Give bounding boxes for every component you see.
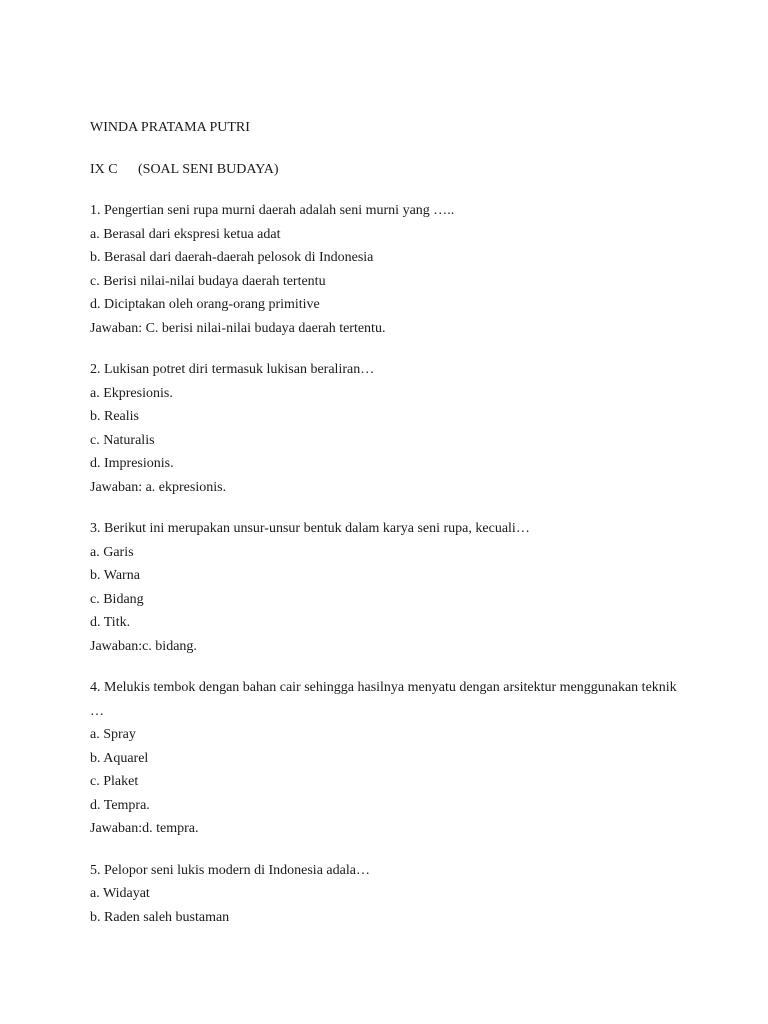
option-a: a. Ekpresionis. xyxy=(90,385,173,401)
subject-title: (SOAL SENI BUDAYA) xyxy=(138,161,279,177)
answer-text: Jawaban:d. tempra. xyxy=(90,821,199,836)
option-d: d. Tempra. xyxy=(90,797,150,813)
document-page xyxy=(90,116,690,929)
question-text: 5. Pelopor seni lukis modern di Indonesia adala… xyxy=(90,862,370,878)
question-text: 1. Pengertian seni rupa murni daerah adalah seni murni yang ….. xyxy=(90,203,455,218)
option-d: d. Titk. xyxy=(90,615,131,630)
option-b: b. Warna xyxy=(90,568,140,583)
question-block xyxy=(90,859,690,930)
student-name: WINDA PRATAMA PUTRI xyxy=(90,120,250,135)
option-b: b. Raden saleh bustaman xyxy=(90,909,230,925)
question-text: 3. Berikut ini merupakan unsur-unsur bentuk dalam karya seni rupa, kecuali… xyxy=(90,521,530,536)
class-code: IX C xyxy=(90,161,118,177)
question-text: 2. Lukisan potret diri termasuk lukisan beraliran… xyxy=(90,362,375,377)
class-subject-line xyxy=(90,158,690,182)
option-d: d. Impresionis. xyxy=(90,456,174,471)
option-c: c. Bidang xyxy=(90,591,144,607)
option-c: c. Berisi nilai-nilai budaya daerah tertentu xyxy=(90,273,326,289)
question-block xyxy=(90,358,690,499)
option-b: b. Berasal dari daerah-daerah pelosok di Indonesia xyxy=(90,250,374,265)
option-c: c. Plaket xyxy=(90,774,139,789)
question-block xyxy=(90,676,690,841)
question-block xyxy=(90,517,690,658)
option-a: a. Garis xyxy=(90,544,134,560)
answer-text: Jawaban:c. bidang. xyxy=(90,638,197,654)
answer-text: Jawaban: C. berisi nilai-nilai budaya daerah tertentu. xyxy=(90,320,386,336)
answer-text: Jawaban: a. ekpresionis. xyxy=(90,479,227,495)
option-c: c. Naturalis xyxy=(90,432,155,448)
option-a: a. Spray xyxy=(90,727,136,742)
option-b: b. Realis xyxy=(90,409,139,424)
option-a: a. Widayat xyxy=(90,886,150,901)
option-a: a. Berasal dari ekspresi ketua adat xyxy=(90,226,281,242)
question-text: 4. Melukis tembok dengan bahan cair sehingga hasilnya menyatu dengan arsitektur menggunakan teknik … xyxy=(90,680,677,719)
question-block xyxy=(90,199,690,340)
option-b: b. Aquarel xyxy=(90,750,149,766)
option-d: d. Diciptakan oleh orang-orang primitive xyxy=(90,297,320,312)
